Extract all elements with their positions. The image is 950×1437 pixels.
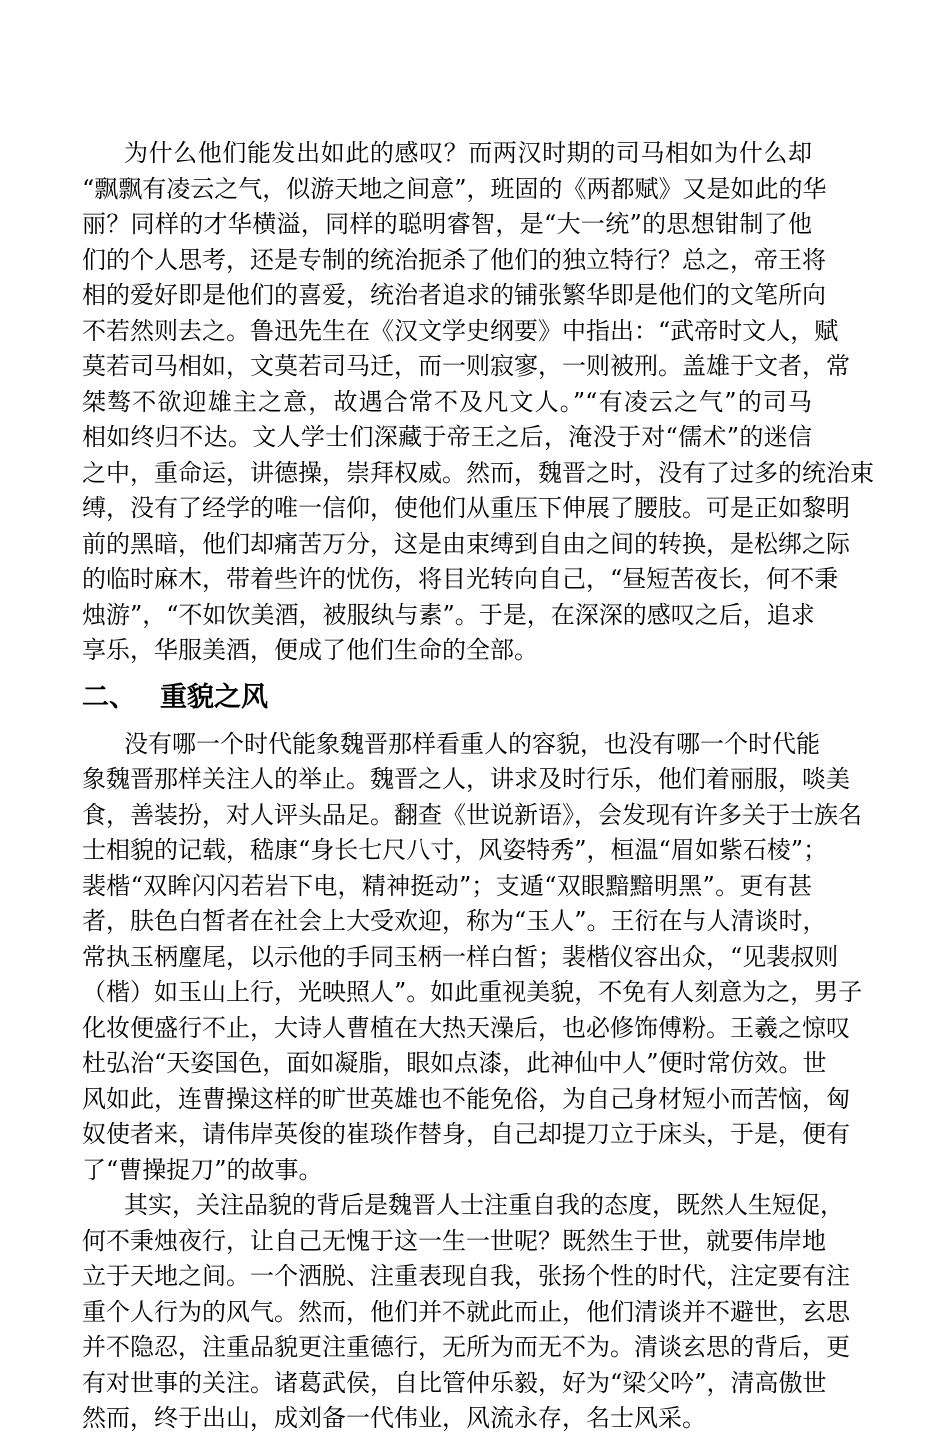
text-line: 莫若司马相如，文莫若司马迁，而一则寂寥，一则被刑。盖雄于文者，常 bbox=[82, 352, 850, 380]
text-line: “飘飘有凌云之气，似游天地之间意”，班固的《两都赋》又是如此的华 bbox=[82, 174, 827, 203]
text-line: 杜弘治“天姿国色，面如凝脂，眼如点漆，此神仙中人”便时常仿效。世 bbox=[82, 1049, 827, 1077]
text-line: 们的个人思考，还是专制的统治扼杀了他们的独立特行？总之，帝王将 bbox=[82, 245, 826, 274]
document-page bbox=[82, 136, 874, 1437]
text-line: 了“曹操捉刀”的故事。 bbox=[82, 1155, 323, 1184]
text-line: 相如终归不达。文人学士们深藏于帝王之后，淹没于对“儒术”的迷信 bbox=[82, 423, 812, 451]
text-line: 的临时麻木，带着些许的忧伤，将目光转向自己，“昼短苦夜长，何不秉 bbox=[82, 565, 839, 593]
text-line: 士相貌的记载，嵇康“身长七尺八寸，风姿特秀”，桓温“眉如紫石棱”； bbox=[82, 836, 828, 864]
text-line: 缚，没有了经学的唯一信仰，使他们从重压下伸展了腰肢。可是正如黎明 bbox=[82, 494, 850, 522]
text-line: 前的黑暗，他们却痛苦万分，这是由束缚到自由之间的转换，是松绑之际 bbox=[82, 529, 850, 558]
section-heading bbox=[82, 671, 812, 725]
section-number: 二、 bbox=[82, 681, 136, 713]
text-line: 有对世事的关注。诸葛武侯，自比管仲乐毅，好为“梁父吟”，清高傲世 bbox=[82, 1368, 827, 1397]
text-line: 丽？同样的才华横溢，同样的聪明睿智，是“大一统”的思想钳制了他 bbox=[82, 210, 812, 238]
text-line: 裴楷“双眸闪闪若岩下电，精神挺动”；支遁“双眼黯黯明黑”。更有甚 bbox=[82, 871, 812, 900]
text-line: （楷）如玉山上行，光映照人”。如此重视美貌，不免有人刻意为之，男子 bbox=[82, 978, 863, 1006]
text-line: 烛游”，“不如饮美酒，被服纨与素”。于是，在深深的感叹之后，追求 bbox=[82, 600, 815, 629]
paragraph-appearance bbox=[82, 727, 863, 1189]
text-line: 然而，终于出山，成刘备一代伟业，风流永存，名士风采。 bbox=[82, 1404, 706, 1432]
paragraph-conclusion bbox=[82, 1188, 850, 1437]
text-line: 象魏晋那样关注人的举止。魏晋之人，讲求及时行乐，他们着丽服，啖美 bbox=[82, 765, 850, 793]
text-line: 何不秉烛夜行，让自己无愧于这一生一世呢？既然生于世，就要伟岸地 bbox=[82, 1226, 826, 1255]
text-line: 常执玉柄麈尾，以示他的手同玉柄一样白皙；裴楷仪容出众，“见裴叔则 bbox=[82, 942, 839, 971]
text-line: 食，善装扮，对人评头品足。翻查《世说新语》，会发现有许多关于士族名 bbox=[82, 800, 862, 829]
text-line: 相的爱好即是他们的喜爱，统治者追求的铺张繁华即是他们的文笔所向 bbox=[82, 281, 826, 309]
text-line: 重个人行为的风气。然而，他们并不就此而止，他们清谈并不避世，玄思 bbox=[82, 1297, 850, 1326]
text-line: 其实，关注品貌的背后是魏晋人士注重自我的态度，既然人生短促， bbox=[124, 1191, 844, 1219]
text-line: 没有哪一个时代能象魏晋那样看重人的容貌，也没有哪一个时代能 bbox=[124, 729, 820, 758]
text-line: 风如此，连曹操这样的旷世英雄也不能免俗，为自己身材短小而苦恼，匈 bbox=[82, 1084, 850, 1113]
section-title: 重貌之风 bbox=[160, 681, 268, 713]
text-line: 化妆便盛行不止，大诗人曹植在大热天澡后，也必修饰傅粉。王羲之惊叹 bbox=[82, 1013, 850, 1042]
text-line: 不若然则去之。鲁迅先生在《汉文学史纲要》中指出：“武帝时文人，赋 bbox=[82, 316, 839, 345]
text-line: 者，肤色白皙者在社会上大受欢迎，称为“玉人”。王衍在与人清谈时， bbox=[82, 907, 827, 935]
paragraph-intro bbox=[82, 136, 874, 669]
text-line: 为什么他们能发出如此的感叹？而两汉时期的司马相如为什么却 bbox=[124, 139, 812, 167]
text-line: 立于天地之间。一个洒脱、注重表现自我，张扬个性的时代，注定要有注 bbox=[82, 1262, 850, 1290]
text-line: 奴使者来，请伟岸英俊的崔琰作替身，自己却提刀立于床头，于是，便有 bbox=[82, 1120, 850, 1148]
text-line: 桀骜不欲迎雄主之意，故遇合常不及凡文人。”“有凌云之气”的司马 bbox=[82, 387, 812, 416]
text-line: 之中，重命运，讲德操，崇拜权威。然而，魏晋之时，没有了过多的统治束 bbox=[82, 458, 874, 487]
text-line: 并不隐忍，注重品貌更注重德行，无所为而无不为。清谈玄思的背后，更 bbox=[82, 1333, 850, 1361]
text-line: 享乐，华服美酒，便成了他们生命的全部。 bbox=[82, 636, 538, 664]
